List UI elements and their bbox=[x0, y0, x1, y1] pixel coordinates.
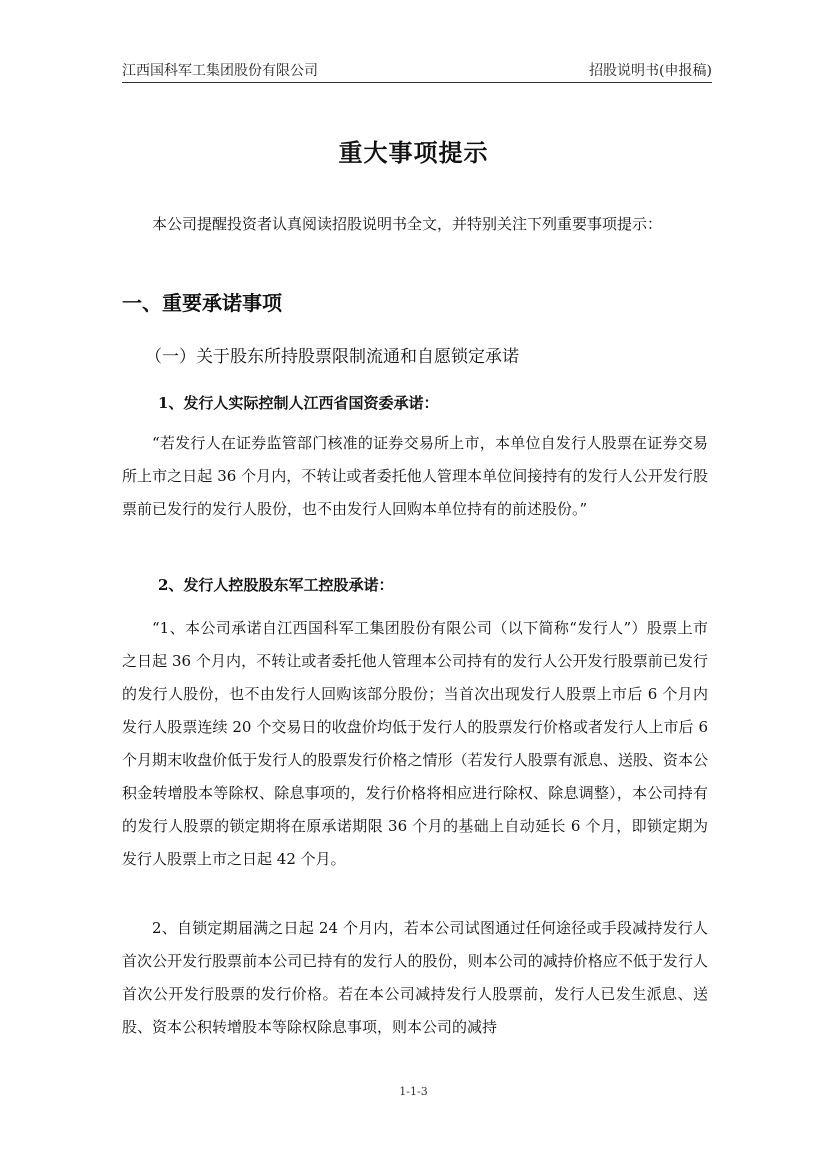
shareholder-commitment-paragraph-1: “1、本公司承诺自江西国科军工集团股份有限公司（以下简称“发行人”）股票上市之日起 36 个月内，不转让或者委托他人管理本公司持有的发行人公开发行股票前已发行的发行人股份，也不由发行人回购该部分股份；当首次出现发行人股票上市后 6 个月内发行人股票连续 20 个交易日的收盘价均低于发行人的股票发行价格或者发行人上市后 6 个月期末收盘价低于发行人的股票发行价格之情形（若发行人股票有派息、送股、资本公积金转增股本等除权、除息事项的，发行价格将相应进行除权、除息调整），本公司持有的发行人股票的锁定期将在原承诺期限 36 个月的基础上自动延长 6 个月，即锁定期为发行人股票上市之日起 42 个月。 bbox=[122, 619, 708, 868]
page-title: 重大事项提示 bbox=[338, 139, 489, 167]
controller-commitment-text: “若发行人在证券监管部门核准的证券交易所上市，本单位自发行人股票在证券交易所上市之日起 36 个月内，不转让或者委托他人管理本单位间接持有的发行人公开发行股票前已发行的发行人股份，也不由发行人回购本单位持有的前述股份。” bbox=[122, 434, 708, 518]
page-number: 1-1-3 bbox=[399, 1085, 428, 1098]
section-heading-commitments: 一、重要承诺事项 bbox=[122, 291, 282, 315]
shareholder-commitment-paragraph-2: 2、自锁定期届满之日起 24 个月内，若本公司试图通过任何途径或手段减持发行人首次公开发行股票前本公司已持有的发行人的股份，则本公司的减持价格应不低于发行人首次公开发行股票的发行价格。若在本公司减持发行人股票前，发行人已发生派息、送股、资本公积转增股本等除权除息事项，则本公司的减持 bbox=[122, 919, 708, 1036]
item-heading-controller: 1、发行人实际控制人江西省国资委承诺： bbox=[158, 394, 439, 412]
header-company-name: 江西国科军工集团股份有限公司 bbox=[122, 63, 318, 79]
subsection-heading-lockup: （一）关于股东所持股票限制流通和自愿锁定承诺 bbox=[145, 347, 519, 367]
header-document-type: 招股说明书(申报稿) bbox=[589, 63, 712, 79]
page-header bbox=[122, 58, 712, 83]
intro-paragraph: 本公司提醒投资者认真阅读招股说明书全文，并特别关注下列重要事项提示： bbox=[152, 215, 663, 233]
item-heading-controlling-shareholder: 2、发行人控股股东军工控股承诺： bbox=[158, 576, 394, 594]
